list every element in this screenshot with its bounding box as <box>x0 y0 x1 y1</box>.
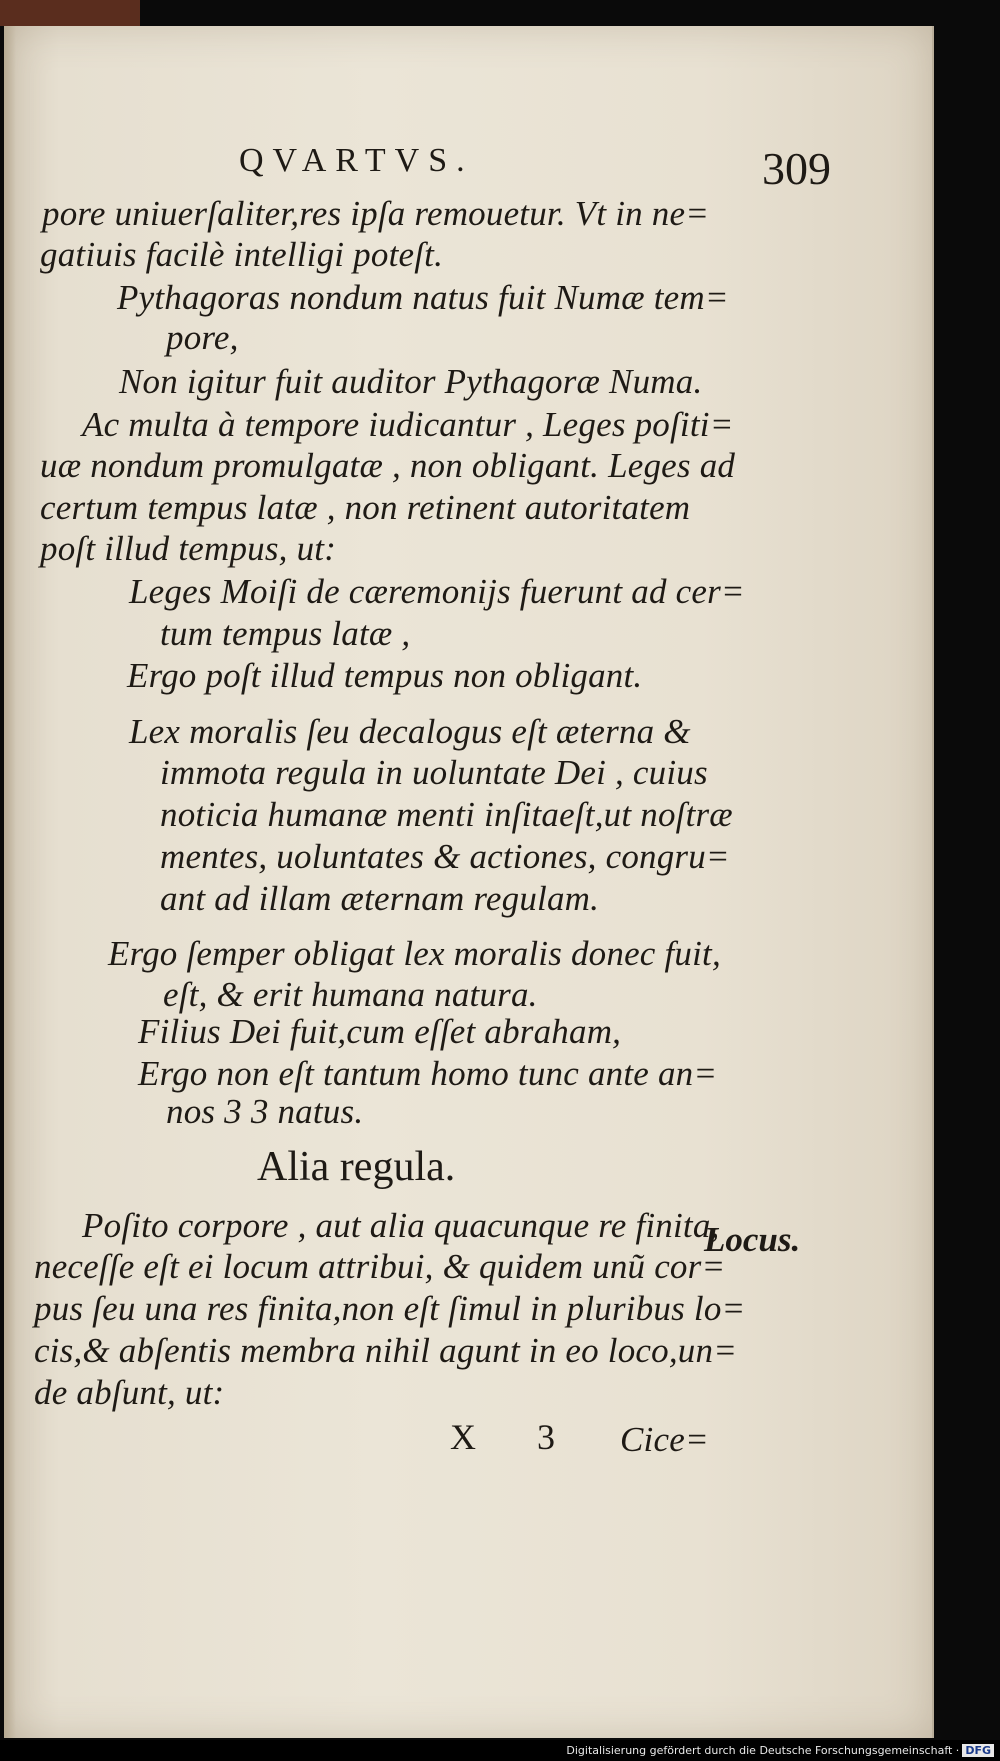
running-title: QVARTVS. <box>239 142 474 179</box>
text-line-16: mentes, uoluntates & actiones, congru= <box>160 837 730 876</box>
text-line-2: gatiuis facilè intelligi poteſt. <box>40 235 444 274</box>
text-line-8: certum tempus latæ , non retinent autoritatem <box>40 488 691 527</box>
section-line-3: pus ſeu una res finita,non eſt ſimul in pluribus lo= <box>34 1289 746 1328</box>
text-line-18: Ergo ſemper obligat lex moralis donec fuit, <box>108 934 721 973</box>
signature-mark: X <box>450 1417 476 1457</box>
text-line-9: poſt illud tempus, ut: <box>40 529 337 568</box>
text-line-1: pore uniuerſaliter,res ipſa remouetur. Vt in ne= <box>42 194 710 233</box>
section-line-1: Poſito corpore , aut alia quacunque re finita, <box>82 1206 720 1245</box>
section-line-4: cis,& abſentis membra nihil agunt in eo loco,un= <box>34 1331 738 1370</box>
text-line-11: tum tempus latæ , <box>160 614 411 653</box>
text-line-21: Ergo non eſt tantum homo tunc ante an= <box>138 1054 718 1093</box>
text-line-19: eſt, & erit humana natura. <box>163 975 538 1014</box>
catchword: Cice= <box>620 1420 709 1459</box>
text-line-10: Leges Moiſi de cæremonijs fuerunt ad cer= <box>129 572 745 611</box>
text-line-13: Lex moralis ſeu decalogus eſt æterna & <box>129 712 691 751</box>
section-line-2: neceſſe eſt ei locum attribui, & quidem unũ cor= <box>34 1247 726 1286</box>
text-line-20: Filius Dei fuit,cum eſſet abraham, <box>138 1012 622 1051</box>
dfg-logo: DFG <box>962 1744 994 1757</box>
text-line-15: noticia humanæ menti inſitaeſt,ut noſtræ <box>160 795 733 834</box>
section-line-5: de abſunt, ut: <box>34 1373 225 1412</box>
section-heading: Alia regula. <box>257 1144 456 1190</box>
signature-number: 3 <box>537 1417 555 1457</box>
text-line-14: immota regula in uoluntate Dei , cuius <box>160 753 708 792</box>
margin-note: Locus. <box>704 1220 801 1259</box>
page-number: 309 <box>762 143 831 194</box>
binding-corner <box>0 0 140 26</box>
text-line-4: pore, <box>166 318 239 357</box>
text-line-5: Non igitur fuit auditor Pythagoræ Numa. <box>119 362 703 401</box>
text-line-3: Pythagoras nondum natus fuit Numæ tem= <box>117 278 729 317</box>
text-line-12: Ergo poſt illud tempus non obligant. <box>127 656 643 695</box>
text-line-17: ant ad illam æternam regulam. <box>160 879 600 918</box>
digitization-credit <box>566 1744 994 1757</box>
text-line-6: Ac multa à tempore iudicantur , Leges poſiti= <box>82 405 734 444</box>
credit-text: Digitalisierung gefördert durch die Deutsche Forschungsgemeinschaft · <box>566 1744 960 1757</box>
page-gutter-shadow <box>4 26 16 1738</box>
text-line-7: uæ nondum promulgatæ , non obligant. Leges ad <box>40 446 736 485</box>
text-line-22: nos 3 3 natus. <box>166 1092 364 1131</box>
